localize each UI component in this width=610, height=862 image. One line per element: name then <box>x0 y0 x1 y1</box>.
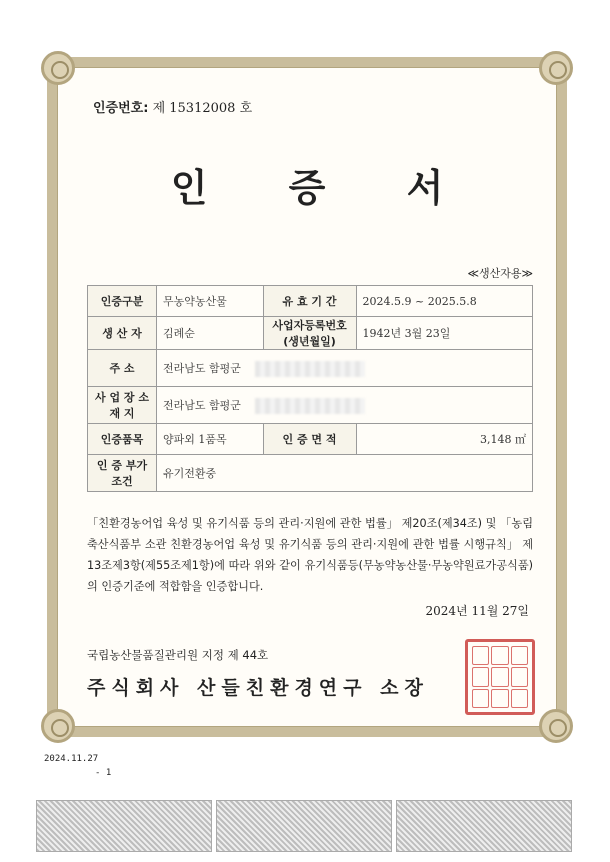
table-row <box>88 424 533 455</box>
table-value: 김례순 <box>157 317 264 350</box>
address-text: 전라남도 함평군 <box>163 361 241 375</box>
table-value <box>157 350 533 387</box>
certificate-content <box>57 67 557 727</box>
workplace-address-text: 전라남도 함평군 <box>163 398 241 412</box>
table-value <box>157 387 533 424</box>
redacted-block <box>255 361 365 377</box>
table-value: 무농약농산물 <box>157 286 264 317</box>
certification-info-table <box>87 285 533 492</box>
table-row <box>88 387 533 424</box>
issue-date: 2024년 11월 27일 <box>425 604 529 618</box>
table-key: 사 업 장 소 재 지 <box>88 387 157 424</box>
certificate-category: ≪생산자용≫ <box>467 267 533 280</box>
table-key: 생 산 자 <box>88 317 157 350</box>
table-row <box>88 317 533 350</box>
certificate-number <box>93 97 252 116</box>
redacted-block <box>255 398 365 414</box>
table-key: 인증구분 <box>88 286 157 317</box>
table-value: 2024.5.9 ~ 2025.5.8 <box>356 286 532 317</box>
table-key: 인증품목 <box>88 424 157 455</box>
certificate-number-label: 인증번호: <box>93 101 149 116</box>
table-key: 주 소 <box>88 350 157 387</box>
table-key: 유 효 기 간 <box>263 286 356 317</box>
table-row <box>88 350 533 387</box>
certificate-number-value: 제 15312008 호 <box>152 101 253 116</box>
table-value: 양파외 1품목 <box>157 424 264 455</box>
table-value: 1942년 3월 23일 <box>356 317 532 350</box>
page-number: - 1 <box>95 768 112 778</box>
table-value: 유기전환중 <box>157 455 533 492</box>
official-seal-icon <box>465 639 535 715</box>
table-key: 사업자등록번호(생년월일) <box>263 317 356 350</box>
security-pattern <box>216 800 392 852</box>
designation-text: 국립농산물품질관리원 지정 제 44호 <box>87 648 269 662</box>
table-row <box>88 455 533 492</box>
print-date: 2024.11.27 <box>44 754 99 764</box>
table-key: 인 증 면 적 <box>263 424 356 455</box>
table-key: 인 증 부가조건 <box>88 455 157 492</box>
security-pattern <box>36 800 212 852</box>
issuer-name: 주식회사 산들친환경연구 소장 <box>87 677 429 699</box>
certificate-title: 인 증 서 <box>170 166 478 210</box>
table-value: 3,148 ㎡ <box>356 424 532 455</box>
certification-statement: 「친환경농어업 육성 및 유기식품 등의 관리·지원에 관한 법률」 제20조(제34조) 및 「농림축산식품부 소관 친환경농어업 육성 및 유기식품 등의 관리·지원에 관한 법률 시행규칙」 제13조제3항(제55조제1항)에 따라 위와 같이 유기식품등(무농약농산물·무농약원료가공식품)의 인증기준에 적합함을 인증합니다. <box>87 517 533 593</box>
security-pattern <box>396 800 572 852</box>
table-row <box>88 286 533 317</box>
